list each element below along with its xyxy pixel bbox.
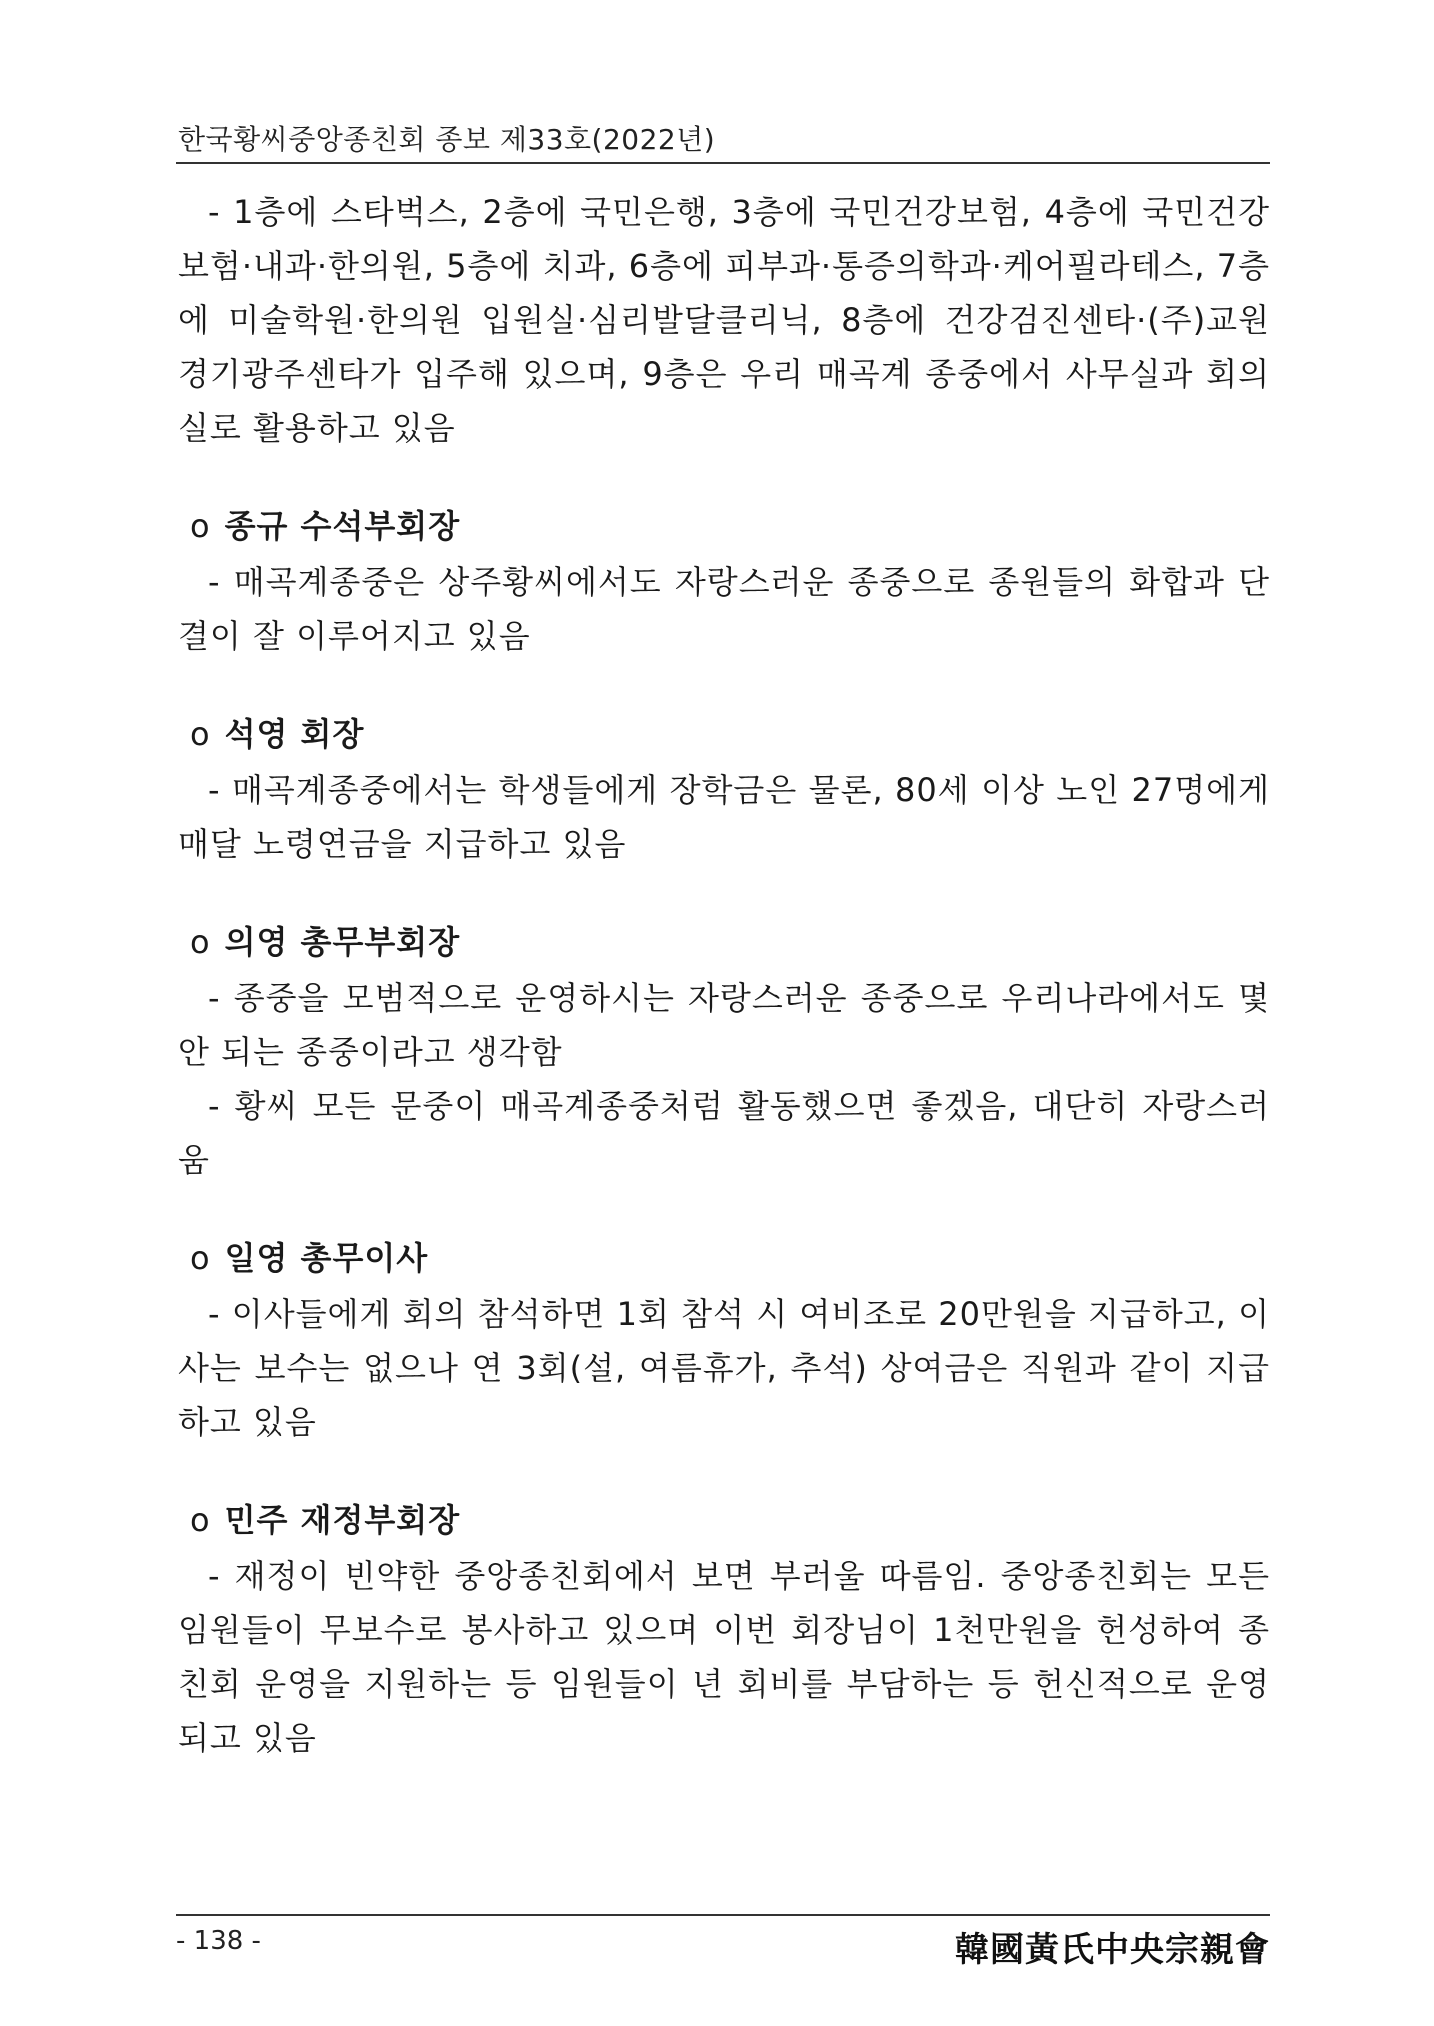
section-paragraph: - 황씨 모든 문중이 매곡계종중처럼 활동했으면 좋겠음, 대단히 자랑스러움 — [178, 1087, 1270, 1179]
section-paragraph: - 매곡계종중은 상주황씨에서도 자랑스러운 종중으로 종원들의 화합과 단결이 잘 이루어지고 있음 — [178, 563, 1270, 655]
bullet-marker: o — [190, 507, 211, 545]
publisher-name: 韓國黃氏中央宗親會 — [955, 1930, 1270, 1970]
section-finance-minju — [178, 1491, 1270, 1765]
heading-text: 민주 재정부회장 — [224, 1501, 461, 1539]
section-heading — [178, 913, 1270, 971]
section-paragraph: - 매곡계종중에서는 학생들에게 장학금은 물론, 80세 이상 노인 27명에게 매달 노령연금을 지급하고 있음 — [178, 771, 1270, 863]
bullet-marker: o — [190, 1239, 211, 1277]
body-content — [178, 185, 1270, 1765]
header-title: 한국황씨중앙종친회 종보 제33호(2022년) — [178, 123, 716, 156]
section-paragraph: - 이사들에게 회의 참석하면 1회 참석 시 여비조로 20만원을 지급하고, 이사는 보수는 없으나 연 3회(설, 여름휴가, 추석) 상여금은 직원과 같이 지급하고 있음 — [178, 1295, 1270, 1441]
bullet-marker: o — [190, 923, 211, 961]
heading-text: 종규 수석부회장 — [224, 507, 461, 545]
section-general-affairs-euiyoung — [178, 913, 1270, 1187]
section-vice-chairman-jonggyu — [178, 497, 1270, 663]
intro-paragraph: - 1층에 스타벅스, 2층에 국민은행, 3층에 국민건강보험, 4층에 국민건강보험·내과·한의원, 5층에 치과, 6층에 피부과·통증의학과·케어필라테스, 7층에 미술학원·한의원 입원실·심리발달클리닉, 8층에 건강검진센타·(주)교원 경기광주센타가 입주해 있으며, 9층은 우리 매곡계 종중에서 사무실과 회의실로 활용하고 있음 — [178, 193, 1270, 447]
section-paragraph: - 종중을 모범적으로 운영하시는 자랑스러운 종중으로 우리나라에서도 몇 안 되는 종중이라고 생각함 — [178, 979, 1270, 1071]
section-heading — [178, 1491, 1270, 1549]
heading-text: 의영 총무부회장 — [224, 923, 461, 961]
section-director-ilyoung — [178, 1229, 1270, 1449]
footer-divider — [176, 1914, 1270, 1916]
bullet-marker: o — [190, 1501, 211, 1539]
heading-text: 석영 회장 — [224, 715, 365, 753]
section-heading — [178, 1229, 1270, 1287]
page-number: - 138 - — [176, 1926, 261, 1956]
section-chairman-seokyoung — [178, 705, 1270, 871]
bullet-marker: o — [190, 715, 211, 753]
header-divider — [176, 162, 1270, 164]
section-paragraph: - 재정이 빈약한 중앙종친회에서 보면 부러울 따름임. 중앙종친회는 모든 임원들이 무보수로 봉사하고 있으며 이번 회장님이 1천만원을 헌성하여 종친회 운영을 지원하는 등 임원들이 년 회비를 부담하는 등 헌신적으로 운영되고 있음 — [178, 1557, 1270, 1757]
heading-text: 일영 총무이사 — [224, 1239, 429, 1277]
section-heading — [178, 497, 1270, 555]
section-heading — [178, 705, 1270, 763]
